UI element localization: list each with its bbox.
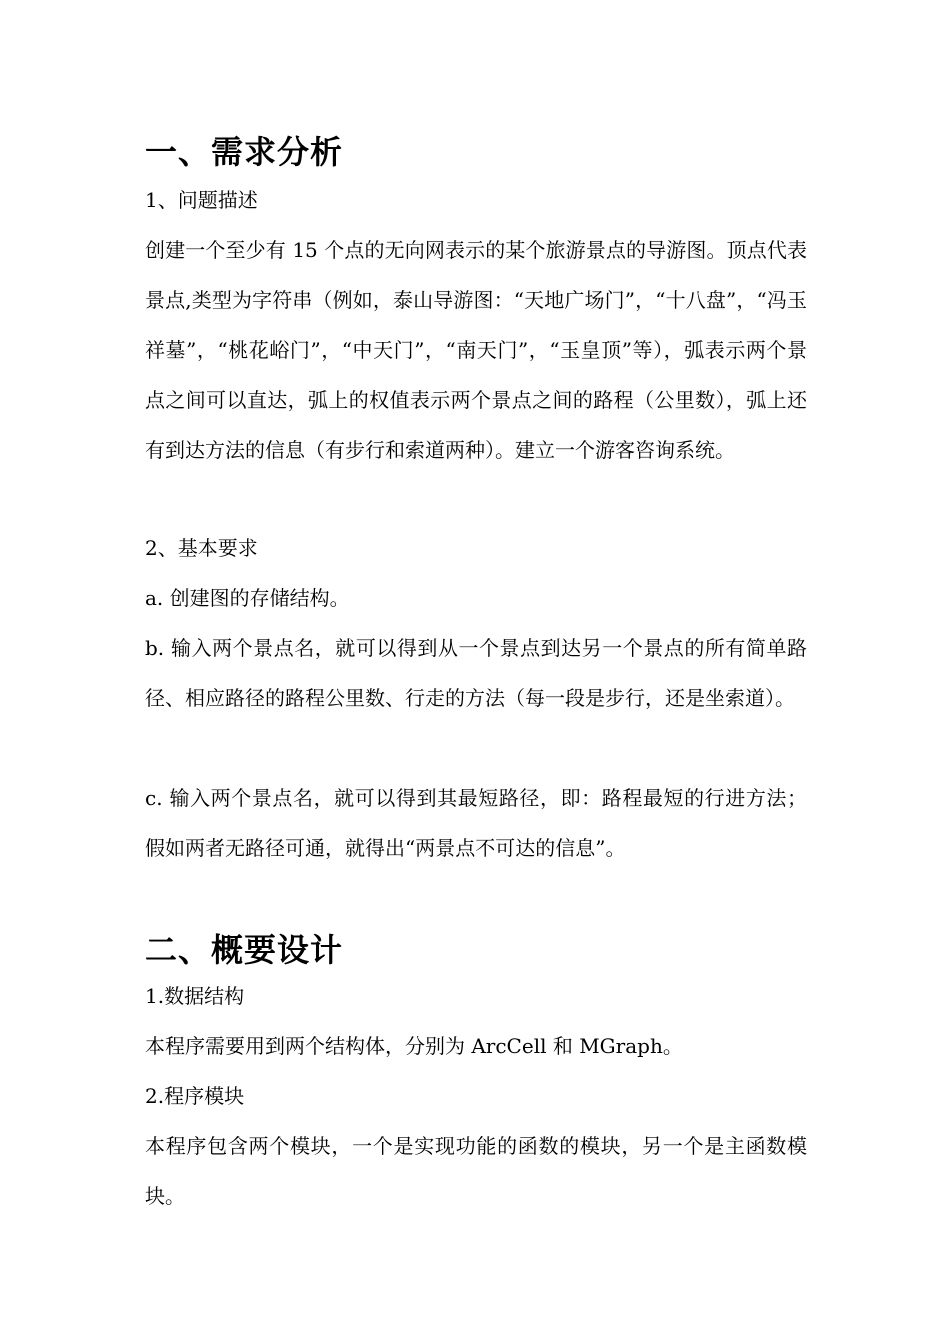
section-title-requirements-analysis: 一、需求分析 [145, 133, 344, 171]
paragraph-requirement-a: a. 创建图的存储结构。 [145, 586, 350, 610]
section-title-outline-design: 二、概要设计 [145, 931, 344, 969]
paragraph-problem-description: 创建一个至少有 15 个点的无向网表示的某个旅游景点的导游图。顶点代表景点,类型为字符串（例如，泰山导游图：“天地广场门”，“十八盘”，“冯玉祥墓”，“桃花峪门”，“中天门”，“南天门”，“玉皇顶”等），弧表示两个景点之间可以直达，弧上的权值表示两个景点之间的路程（公里数），弧上还有到达方法的信息（有步行和索道两种）。建立一个游客咨询系统。 [145, 238, 807, 462]
subheading-problem-description: 1、问题描述 [145, 188, 258, 212]
subheading-program-modules: 2.程序模块 [145, 1084, 245, 1108]
paragraph-data-structure: 本程序需要用到两个结构体，分别为 ArcCell 和 MGraph。 [145, 1034, 683, 1058]
subheading-basic-requirements: 2、基本要求 [145, 536, 258, 560]
paragraph-requirement-b: b. 输入两个景点名，就可以得到从一个景点到达另一个景点的所有简单路径、相应路径的路程公里数、行走的方法（每一段是步行，还是坐索道）。 [145, 636, 807, 710]
subheading-data-structure: 1.数据结构 [145, 984, 245, 1008]
paragraph-program-modules: 本程序包含两个模块，一个是实现功能的函数的模块，另一个是主函数模块。 [145, 1134, 807, 1208]
paragraph-requirement-c: c. 输入两个景点名，就可以得到其最短路径，即：路程最短的行进方法；假如两者无路径可通，就得出“两景点不可达的信息”。 [145, 786, 807, 860]
